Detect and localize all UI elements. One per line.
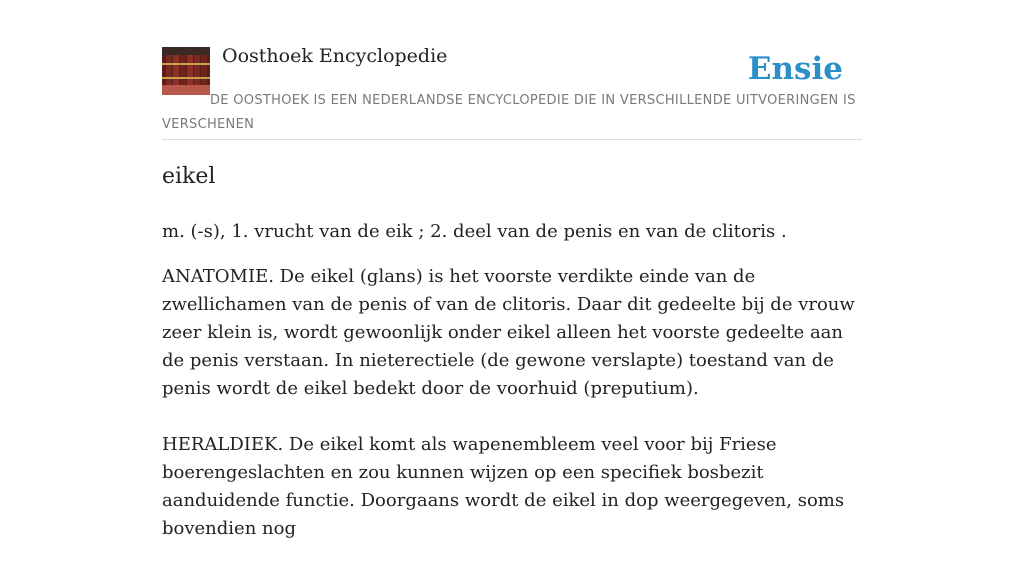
site-tagline: DE OOSTHOEK IS EEN NEDERLANDSE ENCYCLOPEDIE DIE IN VERSCHILLENDE UITVOERINGEN IS VERSCHENEN bbox=[162, 93, 856, 132]
entry-paragraph-heraldry: HERALDIEK. De eikel komt als wapenembleem veel voor bij Friese boerengeslachten en zou kunnen wijzen op een specifiek bosbezit aanduidende functie. Doorgaans wordt de eikel in dop weergegeven, soms bovendien nog bbox=[162, 434, 845, 539]
entry-definition: m. (-s), 1. vrucht van de eik ; 2. deel van de penis en van de clitoris . bbox=[162, 221, 787, 242]
encyclopedia-books-icon[interactable] bbox=[162, 47, 210, 95]
site-name-link[interactable]: Oosthoek Encyclopedie bbox=[222, 45, 448, 67]
entry-body bbox=[162, 263, 862, 571]
header-divider bbox=[162, 139, 862, 140]
brand-logo-link[interactable]: Ensie bbox=[747, 51, 843, 87]
entry-paragraph-anatomy: ANATOMIE. De eikel (glans) is het voorste verdikte einde van de zwellichamen van de penis of van de clitoris. Daar dit gedeelte bij de vrouw zeer klein is, wordt gewoonlijk onder eikel alleen het voorste gedeelte aan de penis verstaan. In nieterectiele (de gewone verslapte) toestand van de penis wordt de eikel bedekt door de voorhuid (preputium). bbox=[162, 266, 855, 399]
entry-title: eikel bbox=[162, 164, 216, 189]
